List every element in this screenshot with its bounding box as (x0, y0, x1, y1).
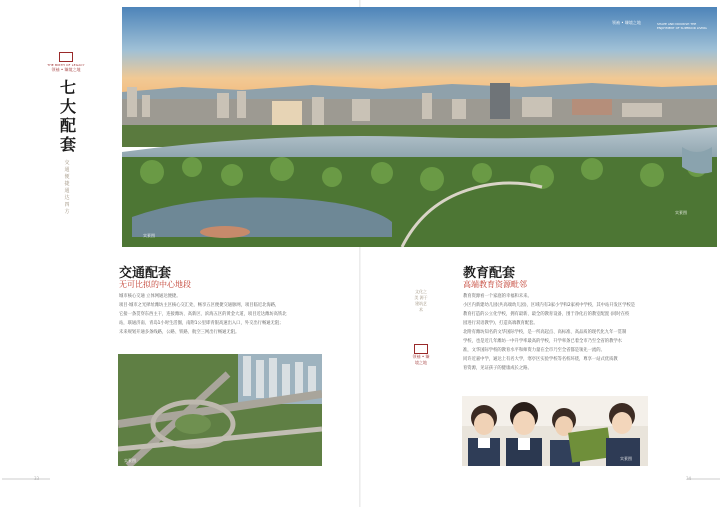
hero-brand-tagline: SHAPE AND NOURISH THE ENJOYMENT OF SUPERIOR LIVING (657, 22, 707, 30)
traffic-paragraph: 城市核心交通 立体网通达便捷。 (119, 294, 181, 299)
traffic-image-caption: 实景图 (124, 458, 136, 463)
education-paragraph: 教育资源看一个家庭的幸福和未来。 (463, 294, 532, 299)
page-number-left: 33 (34, 476, 40, 481)
traffic-paragraph: 未来规划开通多条线路，公路、铁路、航空三网出行畅通无阻。 (119, 330, 240, 335)
traffic-body (119, 292, 334, 337)
education-body (463, 292, 658, 373)
students-photo (462, 396, 648, 466)
vertical-brand-logo-cn: 领袖 • 臻境之地 (412, 354, 430, 365)
hero-caption-right: 实景图 (675, 210, 687, 215)
interchange-photo (118, 354, 322, 466)
folio-bar-left (2, 478, 50, 480)
education-paragraph: 同许近嘉中学，通达上有名大学，寒亭区实验学校等名校环绕，尊享一站式优质教 (463, 357, 618, 362)
education-subtitle: 高端教育资源毗邻 (463, 280, 527, 289)
education-image-caption: 实景图 (620, 456, 632, 461)
traffic-title: 交通配套 (119, 266, 172, 281)
brand-mark-icon (59, 52, 73, 62)
traffic-paragraph: 站，联通济南、青岛1小时生活圈，南附1公里即青银高速出入口，外交出行畅通无阻； (119, 321, 284, 326)
education-paragraph: 准，文华国际学校的教育水平和师资力量在全市乃至全省都是领先一流的。 (463, 348, 605, 353)
hero-aerial-photo (122, 7, 717, 247)
folio-bar-right (688, 478, 720, 480)
vertical-quote: 文化之美 源于建筑艺术 (414, 289, 428, 312)
chapter-subtitle: 交通 便捷 通达 四方 (64, 160, 70, 215)
chapter-title-char: 套 (59, 135, 76, 154)
traffic-subtitle: 无可比拟的中心地段 (119, 280, 191, 289)
education-paragraph: 北附有潍坊知名的文华国际学校，是一所高起点、高标准、高品质的现代化九年一贯制 (463, 330, 627, 335)
brand-logo (44, 52, 88, 73)
hero-caption-left: 实景图 (143, 233, 155, 238)
education-title: 教育配套 (463, 266, 516, 281)
education-paragraph: 学校，也是近几年潍坊一中升学率最高的学校，升学率条已着全市乃至全省的教学水 (463, 339, 622, 344)
brand-logo-en: THE BIRTH OF LEGACY (47, 63, 85, 67)
education-paragraph: 育资源，见证孩子的健康成长之路。 (463, 366, 532, 371)
page-number-right: 34 (686, 476, 692, 481)
education-paragraph: 小区内新建幼儿园(共高端幼儿园)，区域内有3家小学和2家初中学校，其中站开发区学校是 (463, 303, 636, 308)
chapter-title (58, 78, 78, 154)
brand-logo-cn: 领袖 • 臻境之地 (51, 67, 81, 72)
hero-brand-tag: 领袖 • 臻境之地 (612, 20, 641, 25)
chapter-title-char: 大 (59, 97, 76, 116)
traffic-paragraph: 项目·城市之光择址潍坊主区核心交汇处，畅享五区便捷交通脉网，项目临近北海路， (119, 303, 280, 308)
education-paragraph: 园进行双语教学)，打造高端教育配套。 (463, 321, 538, 326)
traffic-paragraph: 它接一条贯穿东西主干，连接潍坊、高新区、滨海五区的黄金大道，项目近达潍坊高铁北 (119, 312, 287, 317)
vertical-brand-logo (411, 344, 431, 366)
chapter-title-char: 配 (59, 116, 76, 135)
brand-mark-icon (414, 344, 428, 354)
chapter-title-char: 七 (59, 78, 76, 97)
education-paragraph: 教育打造的公立化学校，拥有最新、最全的教育设备，围于净化后的教室配置 (同时在校 (463, 312, 630, 317)
